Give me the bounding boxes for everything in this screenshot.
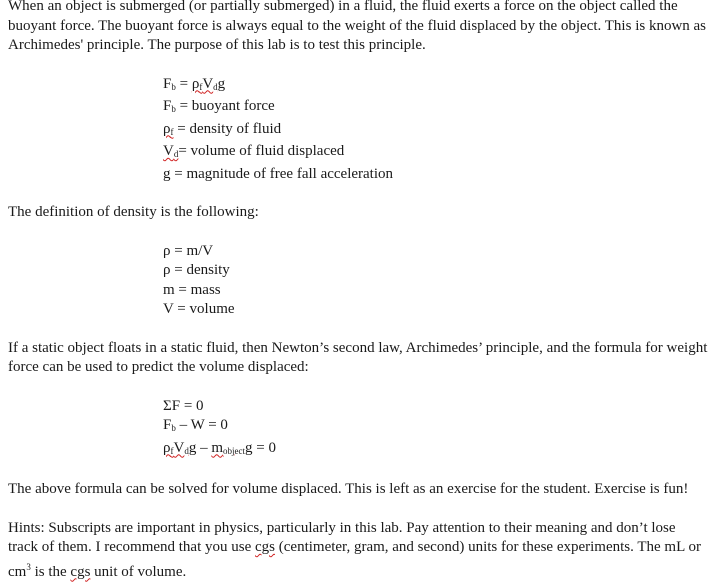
equals-zero: = 0: [252, 439, 276, 456]
subscript-b: b: [171, 81, 176, 92]
cgs-word: cgs: [70, 563, 91, 580]
vd-symbol-group: [163, 143, 178, 159]
fb-definition: [163, 97, 708, 120]
minus-sign: –: [196, 439, 212, 456]
rho-v-g-group: [163, 440, 196, 456]
buoyancy-equations: [8, 75, 708, 185]
definition-text: = density of fluid: [173, 120, 282, 137]
symbol-f: F: [163, 417, 172, 433]
volume-equation: [163, 439, 708, 462]
density-intro: The definition of density is the following:: [8, 204, 259, 220]
balance-text: – W = 0: [175, 417, 228, 433]
definition-text: = buoyant force: [175, 98, 275, 114]
hints-text-1: Hints: Subscripts are important in physics, particularly in this lab. Pay attention to their meaning and don’t lose track of them. I recommend that you use: [8, 519, 676, 555]
hints-text-3: is the: [30, 563, 71, 580]
subscript-d: d: [173, 149, 179, 159]
subscript-f: f: [170, 445, 174, 456]
document-body: [8, 0, 708, 582]
m-object-g-group: [211, 440, 252, 456]
newton-equations: [8, 397, 708, 462]
subscript-object: object: [223, 445, 246, 456]
subscript-d: d: [213, 81, 218, 92]
intro-paragraph: When an object is submerged (or partially submerged) in a fluid, the fluid exerts a force on the object called the buoyant force. The buoyant force is always equal to the weight of the fluid displaced by the object. This is known as Archimedes' principle. The purpose of this lab is to test this principle.: [8, 0, 707, 53]
symbol-v: V: [202, 75, 214, 92]
symbol-g: g: [188, 439, 197, 456]
density-definition: ρ = density: [163, 262, 230, 278]
subscript-f: f: [199, 81, 203, 92]
sum-of-forces: ΣF = 0: [163, 397, 204, 414]
hints-paragraph: [8, 519, 708, 583]
vd-definition: [163, 142, 708, 165]
superscript-3: 3: [26, 561, 31, 572]
cgs-word: cgs: [255, 539, 276, 555]
g-definition: g = magnitude of free fall acceleration: [163, 165, 394, 182]
newton-paragraph: If a static object floats in a static fluid, then Newton’s second law, Archimedes’ principle, and the formula for weight force can be used to predict the volume displaced:: [8, 339, 708, 375]
hints-text-2: (centimeter, gram, and second) units for these experiments. The mL or cm: [8, 539, 701, 580]
volume-definition: V = volume: [163, 301, 235, 317]
subscript-b: b: [171, 423, 176, 433]
rho-symbol-group: [163, 121, 174, 137]
symbol-v: V: [173, 439, 185, 456]
subscript-f: f: [170, 126, 174, 137]
exercise-paragraph: The above formula can be solved for volume displaced. This is left as an exercise for the student. Exercise is fun!: [8, 481, 689, 497]
symbol-rho: ρ: [163, 439, 171, 456]
symbol-g: g: [217, 75, 226, 92]
symbol-g: g: [245, 439, 253, 456]
density-equations: [8, 242, 708, 320]
symbol-f: F: [163, 98, 172, 114]
density-formula: ρ = m/V: [163, 242, 214, 259]
mass-definition: m = mass: [163, 281, 221, 298]
definition-text: = volume of fluid displaced: [178, 143, 345, 159]
equals-sign: =: [175, 75, 192, 92]
buoyant-force-formula: [163, 75, 708, 98]
symbol-rho: ρ: [163, 120, 171, 137]
symbol-rho: ρ: [191, 75, 200, 92]
subscript-d: d: [184, 445, 189, 456]
symbol-f: F: [163, 75, 172, 92]
formula-rhs: [192, 76, 225, 92]
subscript-b: b: [171, 104, 176, 114]
hints-text-4: unit of volume.: [90, 563, 187, 580]
symbol-v: V: [163, 143, 174, 159]
rho-definition: [163, 120, 708, 143]
force-balance: [163, 416, 708, 439]
symbol-m: m: [211, 439, 224, 456]
